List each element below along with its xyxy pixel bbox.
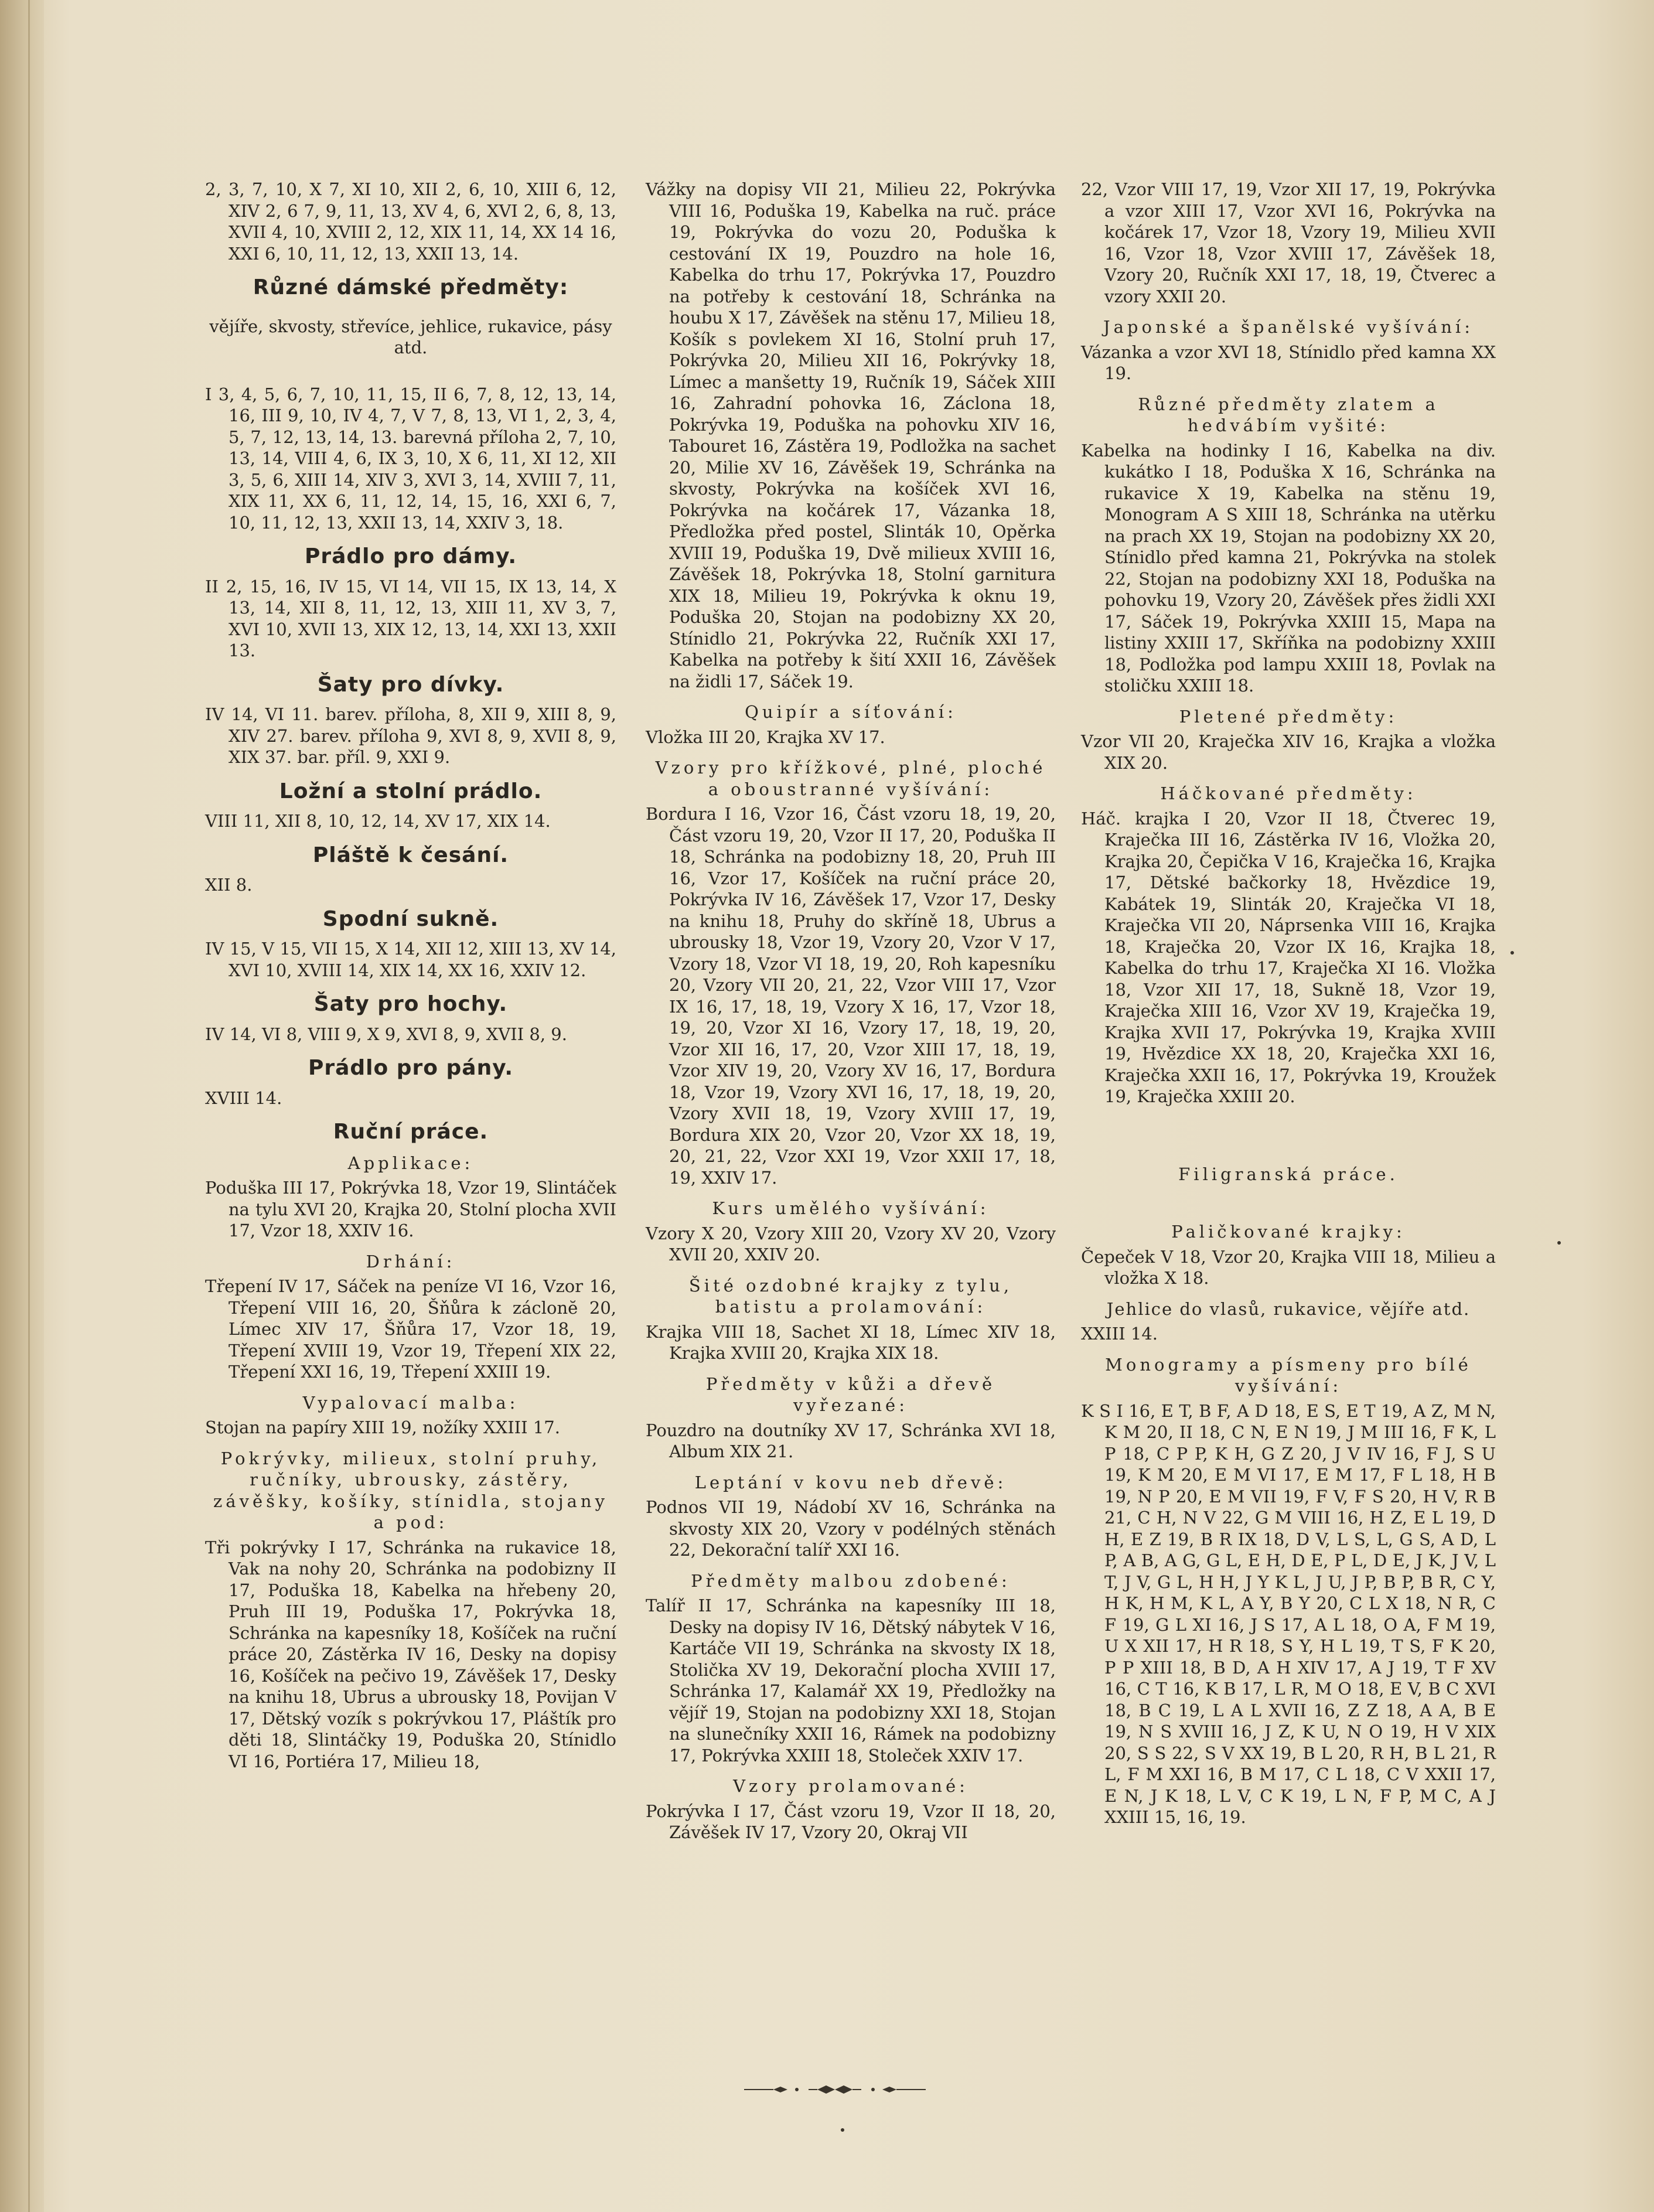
index-entry: 2, 3, 7, 10, X 7, XI 10, XII 2, 6, 10, XIII 6, 12, XIV 2, 6 7, 9, 11, 13, XV 4, 6, XVI 2, 6, 8, 13, XVII 4, 10, XVIII 2, 12, XIX 11, 14, XX 14 16, XXI 6, 10, 11, 12, 13, XXII 13, 14. [205, 179, 616, 264]
subsection-heading: Předměty v kůži a dřevě vyřezané: [705, 1373, 996, 1415]
index-entry: Čepeček V 18, Vzor 20, Krajka VIII 18, Milieu a vložka X 18. [1081, 1246, 1496, 1288]
subsection-heading: Kurs umělého vyšívání: [712, 1198, 990, 1218]
index-entry: IV 15, V 15, VII 15, X 14, XII 12, XIII 13, XV 14, XVI 10, XVIII 14, XIX 14, XX 16, XXIV 12. [205, 939, 616, 980]
index-entry: Pouzdro na doutníky XV 17, Schránka XVI 18, Album XIX 21. [646, 1420, 1056, 1461]
index-entry: Talíř II 17, Schránka na kapesníky III 18, Desky na dopisy IV 16, Dětský nábytek V 16, Kartáče VII 19, Schránka na skvosty IX 18, Stolička XV 19, Dekorační plocha XVIII 17, Schránka 17, Kalamář XX 19, Předložky na vějíř 19, Stojan na podobizny XXI 18, Stojan na slunečníky XXII 16, Rámek na podobizny 17, Pokrývka XXIII 18, Stoleček XXIV 17. [646, 1596, 1056, 1765]
index-entry: XVIII 14. [205, 1088, 282, 1108]
index-entry: Háč. krajka I 20, Vzor II 18, Čtverec 19, Kraječka III 16, Zástěrka IV 16, Vložka 20, Krajka 20, Čepička V 16, Kraječka 16, Krajka 17, Dětské bačkorky 18, Hvězdice 19, Kabátek 19, Slinták 20, Kraječka VI 18, Kraječka VII 20, Náprsenka VIII 16, Krajka 18, Kraječka 20, Vzor IX 16, Krajka 18, Kabelka do trhu 17, Kraječka XI 16. Vložka 18, Vzor XII 17, 18, Sukně 18, Vzor 19, Kraječka XIII 16, Vzor XV 19, Kraječka 19, Krajka XVII 17, Pokrývka 19, Krajka XVIII 19, Hvězdice XX 18, 20, Kraječka XXI 16, Kraječka XXII 16, 17, Pokrývka 19, Kroužek 19, Kraječka XXIII 20. [1081, 808, 1496, 1106]
index-entry: Třepení IV 17, Sáček na peníze VI 16, Vzor 16, Třepení VIII 16, 20, Šňůra k záclonĕ 20, Límec XIV 17, Šňůra 17, Vzor 18, 19, Třepení XVIII 19, Vzor 19, Třepení XIX 22, Třepení XXI 16, 19, Třepení XXIII 19. [205, 1276, 616, 1382]
section-heading: Pláště k česání. [312, 843, 509, 867]
subsection-heading: Jehlice do vlasů, rukavice, vějíře atd. [1106, 1298, 1471, 1319]
section-heading: Spodní sukně. [322, 906, 499, 931]
index-entry: XII 8. [205, 875, 253, 895]
column-2 [646, 179, 1056, 1843]
ornament-divider [744, 2084, 926, 2095]
ink-speck [1510, 951, 1514, 955]
index-entry: IV 14, VI 8, VIII 9, X 9, XVI 8, 9, XVII 8, 9. [205, 1024, 567, 1044]
subsection-heading: Háčkované předměty: [1160, 783, 1417, 803]
index-entry: Vložka III 20, Krajka XV 17. [646, 727, 885, 747]
subsection-heading: Vypalovací malba: [302, 1392, 519, 1413]
section-heading: Různé dámské předměty: [253, 275, 569, 299]
index-entry: I 3, 4, 5, 6, 7, 10, 11, 15, II 6, 7, 8, 12, 13, 14, 16, III 9, 10, IV 4, 7, V 7, 8, 13, VI 1, 2, 3, 4, 5, 7, 12, 13, 14, 13. barevná příloha 2, 7, 10, 13, 14, VIII 4, 6, IX 3, 10, X 6, 11, XI 12, XII 3, 5, 6, XIII 14, XIV 3, XVI 3, 14, XVIII 7, 11, XIX 11, XX 6, 11, 12, 14, 15, 16, XXI 6, 7, 10, 11, 12, 13, XXII 13, 14, XXIV 3, 18. [205, 384, 616, 533]
index-entry: Vázanka a vzor XVI 18, Stínidlo před kamna XX 19. [1081, 342, 1496, 383]
subsection-heading: Drhání: [366, 1251, 456, 1272]
index-entry: VIII 11, XII 8, 10, 12, 14, XV 17, XIX 14. [205, 811, 551, 831]
index-entry: 22, Vzor VIII 17, 19, Vzor XII 17, 19, Pokrývka a vzor XIII 17, Vzor XVI 16, Pokrývka na kočárek 17, Vzor 18, Vzory 19, Milieu XVII 16, Vzor 18, Vzor XVIII 17, Závěšek 18, Vzory 20, Ručník XXI 17, 18, 19, Čtverec a vzory XXII 20. [1081, 179, 1496, 306]
index-entry: Vážky na dopisy VII 21, Milieu 22, Pokrývka VIII 16, Poduška 19, Kabelka na ruč. práce 19, Pokrývka do vozu 20, Poduška k cestování IX 19, Pouzdro na hole 16, Kabelka do trhu 17, Pokrývka 17, Pouzdro na potřeby k cestování 18, Schránka na houbu X 17, Závěšek na stěnu 17, Milieu 18, Košík s povlekem XI 16, Stolní pruh 17, Pokrývka 20, Milieu XII 16, Pokrývky 18, Límec a manšetty 19, Ručník 19, Sáček XIII 16, Zahradní pohovka 16, Záclona 18, Pokrývka 19, Poduška na pohovku XIV 16, Tabouret 16, Zástěra 19, Podložka na sachet 20, Milie XV 16, Závěšek 19, Schránka na skvosty, Pokrývka na košíček XVI 16, Pokrývka na kočárek 17, Vázanka 18, Předložka před postel, Slinták 10, Opěrka XVIII 19, Poduška 19, Dvě milieux XVIII 16, Závěšek 18, Pokrývka 18, Stolní garnitura XIX 18, Milieu 19, Pokrývka k oknu 19, Poduška 20, Stojan na podobizny XX 20, Stínidlo 21, Pokrývka 22, Ručník XXI 17, Kabelka na potřeby k šití XXII 16, Závěšek na židli 17, Sáček 19. [646, 179, 1056, 691]
section-heading: Šaty pro dívky. [317, 672, 504, 697]
subsection-heading: Quipír a síťování: [745, 702, 957, 722]
index-entry: Podnos VII 19, Nádobí XV 16, Schránka na skvosty XIX 20, Vzory v podélných stěnách 22, Dekorační talíř XXI 16. [646, 1497, 1056, 1560]
subsection-heading: Předměty malbou zdobené: [691, 1570, 1011, 1591]
subsection-heading: Applikace: [347, 1153, 474, 1173]
subsection-heading: Pletené předměty: [1179, 706, 1398, 727]
index-entry: Vzory X 20, Vzory XIII 20, Vzory XV 20, Vzory XVII 20, XXIV 20. [646, 1223, 1056, 1265]
ink-speck [841, 2128, 844, 2132]
subsection-heading: Různé předměty zlatem a hedvábím vyšité: [1138, 394, 1439, 435]
section-heading: Prádlo pro pány. [308, 1056, 514, 1080]
index-entry: Kabelka na hodinky I 16, Kabelka na div. kukátko I 18, Poduška X 16, Schránka na rukavice X 19, Kabelka na stěnu 19, Monogram A S XIII 18, Schránka na utěrku na prach XX 19, Stojan na podobizny XX 20, Stínidlo před kamna 21, Pokrývka na stolek 22, Stojan na podobizny XXI 18, Poduška na pohovku 19, Vzory 20, Závěšek přes židli XXI 17, Sáček 19, Pokrývka XXIII 15, Mapa na listiny XXIII 17, Skříňka na podobizny XXIII 18, Podložka pod lampu XXIII 18, Povlak na stoličku XXIII 18. [1081, 440, 1496, 696]
section-heading: Ložní a stolní prádlo. [279, 779, 543, 803]
index-entry: Krajka VIII 18, Sachet XI 18, Límec XIV 18, Krajka XVIII 20, Krajka XIX 18. [646, 1321, 1056, 1363]
subsection-heading: Paličkované krajky: [1171, 1222, 1406, 1242]
subsection-heading: Šité ozdobné krajky z tylu, batistu a prolamování: [688, 1275, 1013, 1317]
index-entry: IV 14, VI 11. barev. příloha, 8, XII 9, XIII 8, 9, XIV 27. barev. příloha 9, XVI 8, 9, XVII 8, 9, XIX 37. bar. příl. 9, XXI 9. [205, 704, 616, 767]
subsection-heading: Japonské a španělské vyšívání: [1103, 317, 1474, 337]
section-heading: Šaty pro hochy. [313, 992, 508, 1016]
binding-edge [28, 0, 30, 2212]
section-heading: Ruční práce. [333, 1120, 489, 1144]
ink-speck [1557, 1241, 1561, 1245]
subsection-heading: Leptání v kovu neb dřevě: [694, 1472, 1007, 1492]
subsection-heading: Vzory prolamované: [733, 1776, 968, 1796]
section-subheading: vějíře, skvosty, střevíce, jehlice, rukavice, pásy atd. [209, 316, 612, 357]
index-entry: Stojan na papíry XIII 19, nožíky XXIII 17. [205, 1417, 560, 1437]
column-1 [205, 179, 616, 1772]
index-entry: Vzor VII 20, Kraječka XIV 16, Krajka a vložka XIX 20. [1081, 731, 1496, 773]
index-entry: II 2, 15, 16, IV 15, VI 14, VII 15, IX 13, 14, X 13, 14, XII 8, 11, 12, 13, XIII 11, XV 3, 7, XVI 10, XVII 13, XIX 12, 13, 14, XXI 13, XXII 13. [205, 576, 616, 660]
subsection-heading: Monogramy a písmeny pro bílé vyšívání: [1105, 1354, 1472, 1396]
index-entry: Tři pokrývky I 17, Schránka na rukavice 18, Vak na nohy 20, Schránka na podobizny II 17, Poduška 18, Kabelka na hřebeny 20, Pruh III 19, Poduška 17, Pokrývka 18, Schránka na kapesníky 18, Košíček na ruční práce 20, Zástěrka IV 16, Desky na dopisy 16, Košíček na pečivo 19, Závěšek 17, Desky na knihu 18, Ubrus a ubrousky 18, Povijan V 17, Dětský vozík s pokrývkou 17, Pláštík pro děti 18, Slintáčky 19, Poduška 20, Stínidlo VI 16, Portiéra 17, Milieu 18, [205, 1537, 616, 1771]
subsection-heading: Vzory pro křížkové, plné, ploché a oboustranné vyšívání: [655, 758, 1046, 799]
index-entry: Pokrývka I 17, Část vzoru 19, Vzor II 18, 20, Závěšek IV 17, Vzory 20, Okraj VII [646, 1801, 1056, 1842]
subsection-heading: Filigranská práce. [1178, 1164, 1399, 1184]
index-entry: K S I 16, E T, B F, A D 18, E S, E T 19, A Z, M N, K M 20, II 18, C N, E N 19, J M III 16, F K, L P 18, C P P, K H, G Z 20, J V IV 16, F J, S U 19, K M 20, E M VI 17, E M 17, F L 18, H B 19, N P 20, E M VII 19, F V, F S 20, H V, R B 21, C H, N V 22, G M VIII 16, H Z, E L 19, D H, E Z 19, B R IX 18, D V, L S, L, G S, A D, L P, A B, A G, G L, E H, D E, P L, D E, J K, J V, L T, J V, G L, H H, J Y K L, J U, J P, B P, B R, C Y, H K, H M, K L, A Y, B Y 20, C L X 18, N R, C F 19, G L XI 16, J S 17, A L 18, O A, F M 19, U X XII 17, H R 18, S Y, H L 19, T S, F K 20, P P XIII 18, B D, A H XIV 17, A J 19, T F XV 16, C T 16, K B 17, L R, M O 18, E V, B C XVI 18, B C 19, L A L XVII 16, Z Z 18, A A, B E 19, N S XVIII 16, J Z, K U, N O 19, H V XIX 20, S S 22, S V XX 19, B L 20, R H, B L 21, R L, F M XXI 16, B M 17, C L 18, C V XXII 17, E N, J K 18, L V, C K 19, L N, F P, M C, A J XXIII 15, 16, 19. [1081, 1400, 1496, 1827]
index-entry: Bordura I 16, Vzor 16, Část vzoru 18, 19, 20, Část vzoru 19, 20, Vzor II 17, 20, Poduška II 18, Schránka na podobizny 18, 20, Pruh III 16, Vzor 17, Košíček na ruční práce 20, Pokrývka IV 16, Závěšek 17, Vzor 17, Desky na knihu 18, Pruhy do skříně 18, Ubrus a ubrousky 18, Vzor 19, Vzory 20, Vzor V 17, Vzory 18, Vzor VI 18, 19, 20, Roh kapesníku 20, Vzory VII 20, 21, 22, Vzor VIII 17, Vzor IX 16, 17, 18, 19, Vzory X 16, 17, Vzor 18, 19, 20, Vzor XI 16, Vzory 17, 18, 19, 20, Vzor XII 16, 17, 20, Vzor XIII 17, 18, 19, Vzor XIV 19, 20, Vzory XV 16, 17, Bordura 18, Vzor 19, Vzory XVI 16, 17, 18, 19, 20, Vzory XVII 18, 19, Vzory XVIII 17, 19, Bordura XIX 20, Vzor 20, Vzor XX 18, 19, 20, 21, 22, Vzor XXI 19, Vzor XXII 17, 18, 19, XXIV 17. [646, 804, 1056, 1188]
column-3 [1081, 179, 1496, 1828]
book-binding [0, 0, 44, 2212]
section-heading: Prádlo pro dámy. [304, 544, 517, 568]
subsection-heading: Pokrývky, milieux, stolní pruhy, ručníky, ubrousky, zástěry, závěšky, košíky, stínidla, stojany a pod: [213, 1448, 608, 1532]
index-entry: Poduška III 17, Pokrývka 18, Vzor 19, Slintáček na tylu XVI 20, Krajka 20, Stolní plocha XVII 17, Vzor 18, XXIV 16. [205, 1178, 616, 1240]
index-entry: XXIII 14. [1081, 1324, 1158, 1344]
